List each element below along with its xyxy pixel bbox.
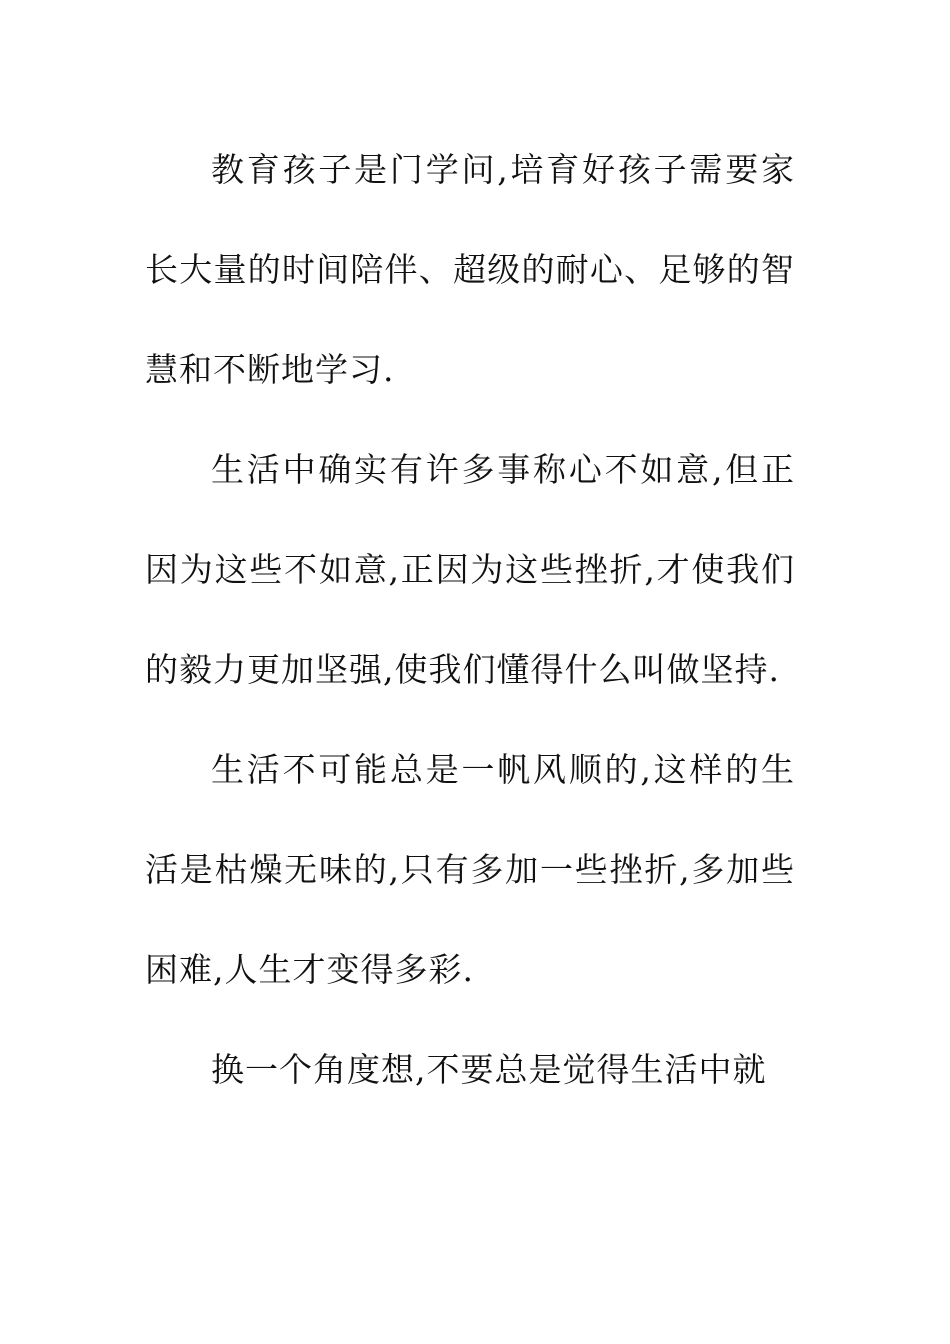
paragraph-3: 生活不可能总是一帆风顺的,这样的生活是枯燥无味的,只有多加一些挫折,多加些困难,人生才变得多彩.	[145, 750, 795, 989]
paragraph-2: 生活中确实有许多事称心不如意,但正因为这些不如意,正因为这些挫折,才使我们的毅力更加坚强,使我们懂得什么叫做坚持.	[145, 450, 795, 689]
body-text	[145, 120, 795, 1120]
paragraph-4: 换一个角度想,不要总是觉得生活中就	[211, 1050, 767, 1089]
paragraph-1: 教育孩子是门学问,培育好孩子需要家长大量的时间陪伴、超级的耐心、足够的智慧和不断地学习.	[145, 150, 795, 389]
